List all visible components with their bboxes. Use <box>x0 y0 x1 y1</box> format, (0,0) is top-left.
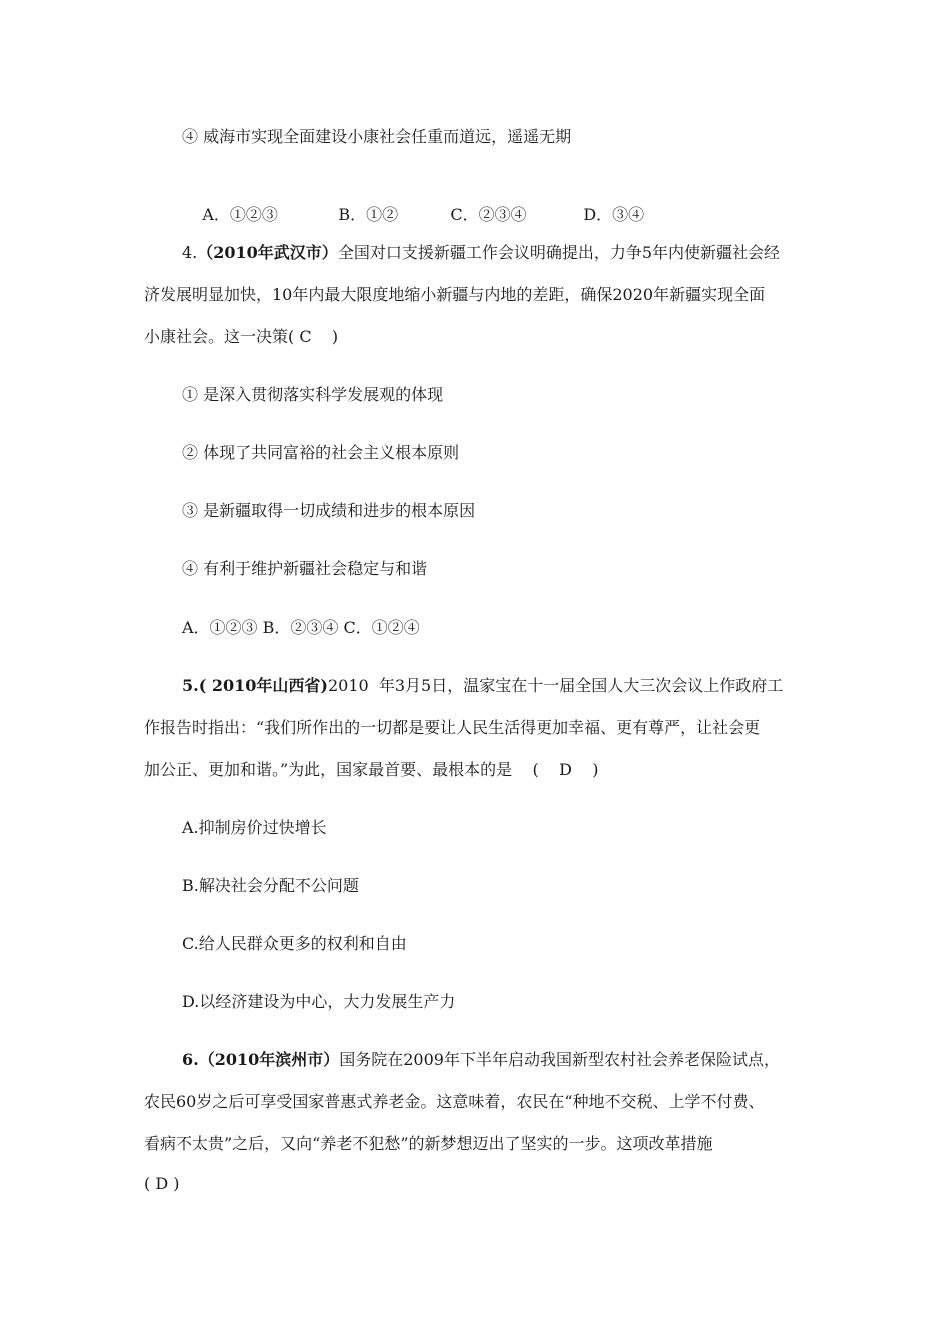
q4-line-2: 济发展明显加快，10年内最大限度地缩小新疆与内地的差距，确保2020年新疆实现全面 <box>144 285 766 304</box>
q6-line-1 <box>182 1050 780 1070</box>
q4-line-1 <box>182 243 780 263</box>
q4-options: A．①②③ B．②③④ C．①②④ <box>182 618 420 637</box>
q5-option-b: B.解决社会分配不公问题 <box>182 876 359 895</box>
q3-option-b: B．①② <box>338 205 399 224</box>
q3-option-d: D．③④ <box>583 205 645 224</box>
q4-text-1: 全国对口支援新疆工作会议明确提出，力争5年内使新疆社会经 <box>337 243 780 262</box>
q3-options <box>182 185 644 245</box>
q5-option-d: D.以经济建设为中心，大力发展生产力 <box>182 992 456 1011</box>
q4-source: （2010年武汉市） <box>197 243 338 262</box>
q5-option-c: C.给人民群众更多的权利和自由 <box>182 934 407 953</box>
q4-item-3: ③ 是新疆取得一切成绩和进步的根本原因 <box>182 501 476 520</box>
q5-text-1: 2010 年3月5日，温家宝在十一届全国人大三次会议上作政府工 <box>327 676 784 695</box>
q4-item-4: ④ 有利于维护新疆社会稳定与和谐 <box>182 559 428 578</box>
q6-line-3: 看病不太贵”之后，又向“养老不犯愁”的新梦想迈出了坚实的一步。这项改革措施 <box>144 1134 713 1153</box>
q6-line-2: 农民60岁之后可享受国家普惠式养老金。这意味着，农民在“种地不交税、上学不付费、 <box>144 1092 765 1111</box>
q5-option-a: A.抑制房价过快增长 <box>182 818 327 837</box>
q3-item-4: ④ 威海市实现全面建设小康社会任重而道远，遥遥无期 <box>182 127 572 146</box>
q5-head: 5.( 2010年山西省) <box>182 676 328 695</box>
q4-item-2: ② 体现了共同富裕的社会主义根本原则 <box>182 443 460 462</box>
q4-item-1: ① 是深入贯彻落实科学发展观的体现 <box>182 385 444 404</box>
q6-answer: ( D ) <box>144 1174 180 1193</box>
q5-line-2: 作报告时指出：“我们所作出的一切都是要让人民生活得更加幸福、更有尊严，让社会更 <box>144 718 761 737</box>
q5-line-1 <box>182 676 783 696</box>
q5-line-3: 加公正、更加和谐。”为此，国家最首要、最根本的是 ( D ) <box>144 760 599 779</box>
q6-head: 6.（2010年滨州市） <box>182 1050 340 1069</box>
q3-option-a: A．①②③ <box>202 205 278 224</box>
q4-line-3: 小康社会。这一决策( C ) <box>144 327 339 346</box>
q4-number: 4. <box>182 243 198 262</box>
q6-text-1: 国务院在2009年下半年启动我国新型农村社会养老保险试点， <box>339 1050 780 1069</box>
q3-option-c: C．②③④ <box>450 205 527 224</box>
